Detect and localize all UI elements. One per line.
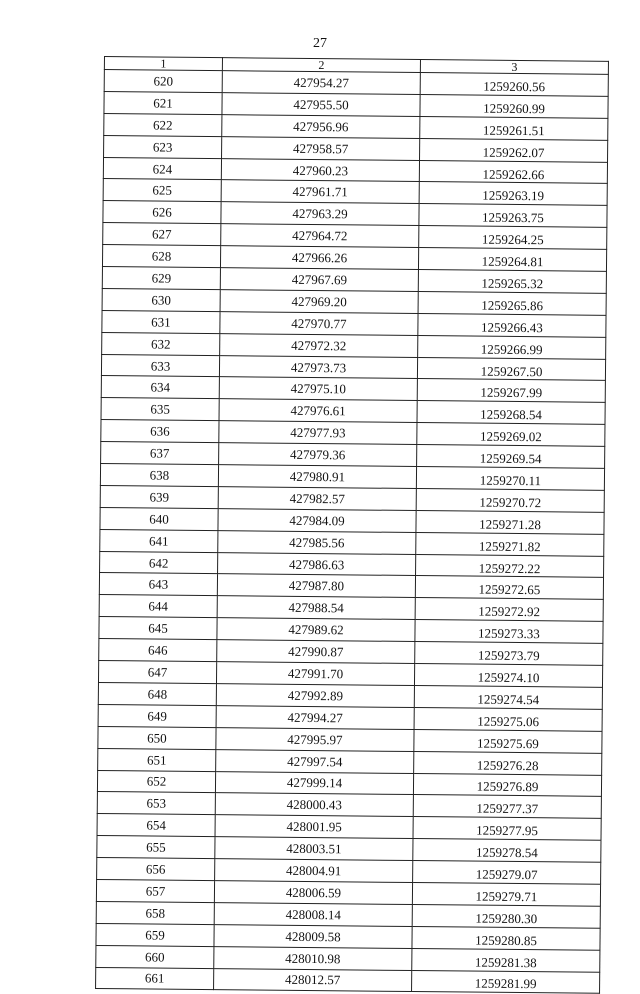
- x-coordinate-cell: 427994.27: [216, 705, 414, 729]
- y-coordinate-cell: 1259272.92: [415, 598, 603, 622]
- x-coordinate-cell: 427956.96: [222, 114, 420, 138]
- point-number-cell: 638: [100, 464, 218, 487]
- point-number-cell: 639: [100, 485, 218, 508]
- page-number: 27: [313, 36, 327, 51]
- y-coordinate-cell: 1259268.54: [417, 401, 605, 425]
- y-coordinate-cell: 1259280.85: [412, 926, 600, 950]
- point-number-cell: 640: [100, 507, 218, 530]
- x-coordinate-cell: 428012.57: [214, 968, 412, 992]
- y-coordinate-cell: 1259265.86: [418, 291, 606, 315]
- point-number-cell: 631: [102, 310, 220, 333]
- point-number-cell: 637: [101, 442, 219, 465]
- y-coordinate-cell: 1259262.66: [419, 160, 607, 184]
- point-number-cell: 632: [102, 332, 220, 355]
- x-coordinate-cell: 427970.77: [220, 311, 418, 335]
- y-coordinate-cell: 1259265.32: [418, 270, 606, 294]
- x-coordinate-cell: 427977.93: [219, 421, 417, 445]
- point-number-cell: 658: [96, 901, 214, 924]
- y-coordinate-cell: 1259274.10: [414, 664, 602, 688]
- x-coordinate-cell: 427975.10: [219, 377, 417, 401]
- x-coordinate-cell: 427972.32: [220, 333, 418, 357]
- y-coordinate-cell: 1259264.25: [419, 226, 607, 250]
- y-coordinate-cell: 1259271.82: [416, 532, 604, 556]
- point-number-cell: 643: [99, 573, 217, 596]
- point-number-cell: 641: [100, 529, 218, 552]
- y-coordinate-cell: 1259276.28: [414, 751, 602, 775]
- x-coordinate-cell: 428008.14: [214, 902, 412, 926]
- y-coordinate-cell: 1259267.99: [417, 379, 605, 403]
- point-number-cell: 624: [103, 157, 221, 180]
- x-coordinate-cell: 427990.87: [217, 640, 415, 664]
- x-coordinate-cell: 428004.91: [215, 859, 413, 883]
- point-number-cell: 620: [104, 70, 222, 93]
- table-row: [96, 967, 600, 994]
- y-coordinate-cell: 1259266.99: [418, 335, 606, 359]
- point-number-cell: 659: [96, 923, 214, 946]
- y-coordinate-cell: 1259276.89: [413, 773, 601, 797]
- x-coordinate-cell: 427973.73: [219, 355, 417, 379]
- x-coordinate-cell: 427964.72: [221, 224, 419, 248]
- x-coordinate-cell: 428006.59: [214, 881, 412, 905]
- x-coordinate-cell: 427958.57: [222, 136, 420, 160]
- x-coordinate-cell: 428003.51: [215, 837, 413, 861]
- y-coordinate-cell: 1259264.81: [418, 248, 606, 272]
- x-coordinate-cell: 428009.58: [214, 924, 412, 948]
- y-coordinate-cell: 1259273.79: [415, 642, 603, 666]
- x-coordinate-cell: 427995.97: [216, 727, 414, 751]
- point-number-cell: 655: [97, 836, 215, 859]
- point-number-cell: 622: [104, 113, 222, 136]
- point-number-cell: 623: [104, 135, 222, 158]
- x-coordinate-cell: 428000.43: [215, 793, 413, 817]
- point-number-cell: 644: [99, 595, 217, 618]
- point-number-cell: 629: [102, 267, 220, 290]
- point-number-cell: 626: [103, 201, 221, 224]
- x-coordinate-cell: 427963.29: [221, 202, 419, 226]
- point-number-cell: 650: [98, 726, 216, 749]
- x-coordinate-cell: 427988.54: [217, 596, 415, 620]
- point-number-cell: 660: [96, 945, 214, 968]
- y-coordinate-cell: 1259267.50: [417, 357, 605, 381]
- point-number-cell: 647: [98, 661, 216, 684]
- point-number-cell: 656: [97, 858, 215, 881]
- point-number-cell: 634: [101, 376, 219, 399]
- y-coordinate-cell: 1259269.02: [417, 423, 605, 447]
- y-coordinate-cell: 1259272.22: [416, 554, 604, 578]
- x-coordinate-cell: 427991.70: [216, 662, 414, 686]
- point-number-cell: 645: [99, 617, 217, 640]
- y-coordinate-cell: 1259278.54: [413, 839, 601, 863]
- y-coordinate-cell: 1259275.06: [414, 707, 602, 731]
- point-number-cell: 625: [103, 179, 221, 202]
- y-coordinate-cell: 1259262.07: [420, 138, 608, 162]
- y-coordinate-cell: 1259280.30: [412, 904, 600, 928]
- y-coordinate-cell: 1259274.54: [414, 685, 602, 709]
- x-coordinate-cell: 427960.23: [221, 158, 419, 182]
- y-coordinate-cell: 1259266.43: [418, 313, 606, 337]
- x-coordinate-cell: 428001.95: [215, 815, 413, 839]
- x-coordinate-cell: 427999.14: [215, 771, 413, 795]
- table-body: [96, 70, 609, 994]
- x-coordinate-cell: 428010.98: [214, 946, 412, 970]
- x-coordinate-cell: 427980.91: [218, 465, 416, 489]
- x-coordinate-cell: 427955.50: [222, 93, 420, 117]
- point-number-cell: 653: [97, 792, 215, 815]
- x-coordinate-cell: 427989.62: [217, 618, 415, 642]
- point-number-cell: 621: [104, 91, 222, 114]
- y-coordinate-cell: 1259271.28: [416, 510, 604, 534]
- x-coordinate-cell: 427969.20: [220, 290, 418, 314]
- y-coordinate-cell: 1259272.65: [415, 576, 603, 600]
- y-coordinate-cell: 1259270.11: [416, 467, 604, 491]
- y-coordinate-cell: 1259279.71: [412, 882, 600, 906]
- point-number-cell: 648: [98, 682, 216, 705]
- x-coordinate-cell: 427961.71: [221, 180, 419, 204]
- coordinates-table-container: [97, 56, 608, 992]
- point-number-cell: 646: [99, 639, 217, 662]
- x-coordinate-cell: 427986.63: [218, 552, 416, 576]
- x-coordinate-cell: 427985.56: [218, 530, 416, 554]
- x-coordinate-cell: 427987.80: [217, 574, 415, 598]
- column-header-3: 3: [420, 60, 608, 75]
- coordinates-table: [95, 56, 609, 994]
- y-coordinate-cell: 1259275.69: [414, 729, 602, 753]
- point-number-cell: 654: [97, 814, 215, 837]
- point-number-cell: 652: [97, 770, 215, 793]
- y-coordinate-cell: 1259260.99: [420, 94, 608, 118]
- y-coordinate-cell: 1259269.54: [417, 445, 605, 469]
- point-number-cell: 649: [98, 704, 216, 727]
- y-coordinate-cell: 1259279.07: [413, 861, 601, 885]
- y-coordinate-cell: 1259270.72: [416, 488, 604, 512]
- x-coordinate-cell: 427979.36: [219, 443, 417, 467]
- point-number-cell: 657: [96, 879, 214, 902]
- point-number-cell: 636: [101, 420, 219, 443]
- point-number-cell: 630: [102, 288, 220, 311]
- point-number-cell: 635: [101, 398, 219, 421]
- y-coordinate-cell: 1259281.38: [412, 948, 600, 972]
- point-number-cell: 651: [98, 748, 216, 771]
- x-coordinate-cell: 427992.89: [216, 684, 414, 708]
- y-coordinate-cell: 1259263.19: [419, 182, 607, 206]
- y-coordinate-cell: 1259277.37: [413, 795, 601, 819]
- column-header-1: 1: [104, 57, 222, 71]
- point-number-cell: 642: [100, 551, 218, 574]
- x-coordinate-cell: 427982.57: [218, 487, 416, 511]
- x-coordinate-cell: 427997.54: [216, 749, 414, 773]
- y-coordinate-cell: 1259281.99: [412, 970, 600, 994]
- point-number-cell: 628: [102, 245, 220, 268]
- x-coordinate-cell: 427954.27: [222, 71, 420, 95]
- x-coordinate-cell: 427976.61: [219, 399, 417, 423]
- point-number-cell: 627: [103, 223, 221, 246]
- x-coordinate-cell: 427966.26: [220, 246, 418, 270]
- y-coordinate-cell: 1259273.33: [415, 620, 603, 644]
- y-coordinate-cell: 1259260.56: [420, 73, 608, 97]
- point-number-cell: 633: [101, 354, 219, 377]
- y-coordinate-cell: 1259277.95: [413, 817, 601, 841]
- y-coordinate-cell: 1259263.75: [419, 204, 607, 228]
- x-coordinate-cell: 427984.09: [218, 508, 416, 532]
- x-coordinate-cell: 427967.69: [220, 268, 418, 292]
- column-header-2: 2: [222, 58, 420, 73]
- y-coordinate-cell: 1259261.51: [420, 116, 608, 140]
- point-number-cell: 661: [96, 967, 214, 990]
